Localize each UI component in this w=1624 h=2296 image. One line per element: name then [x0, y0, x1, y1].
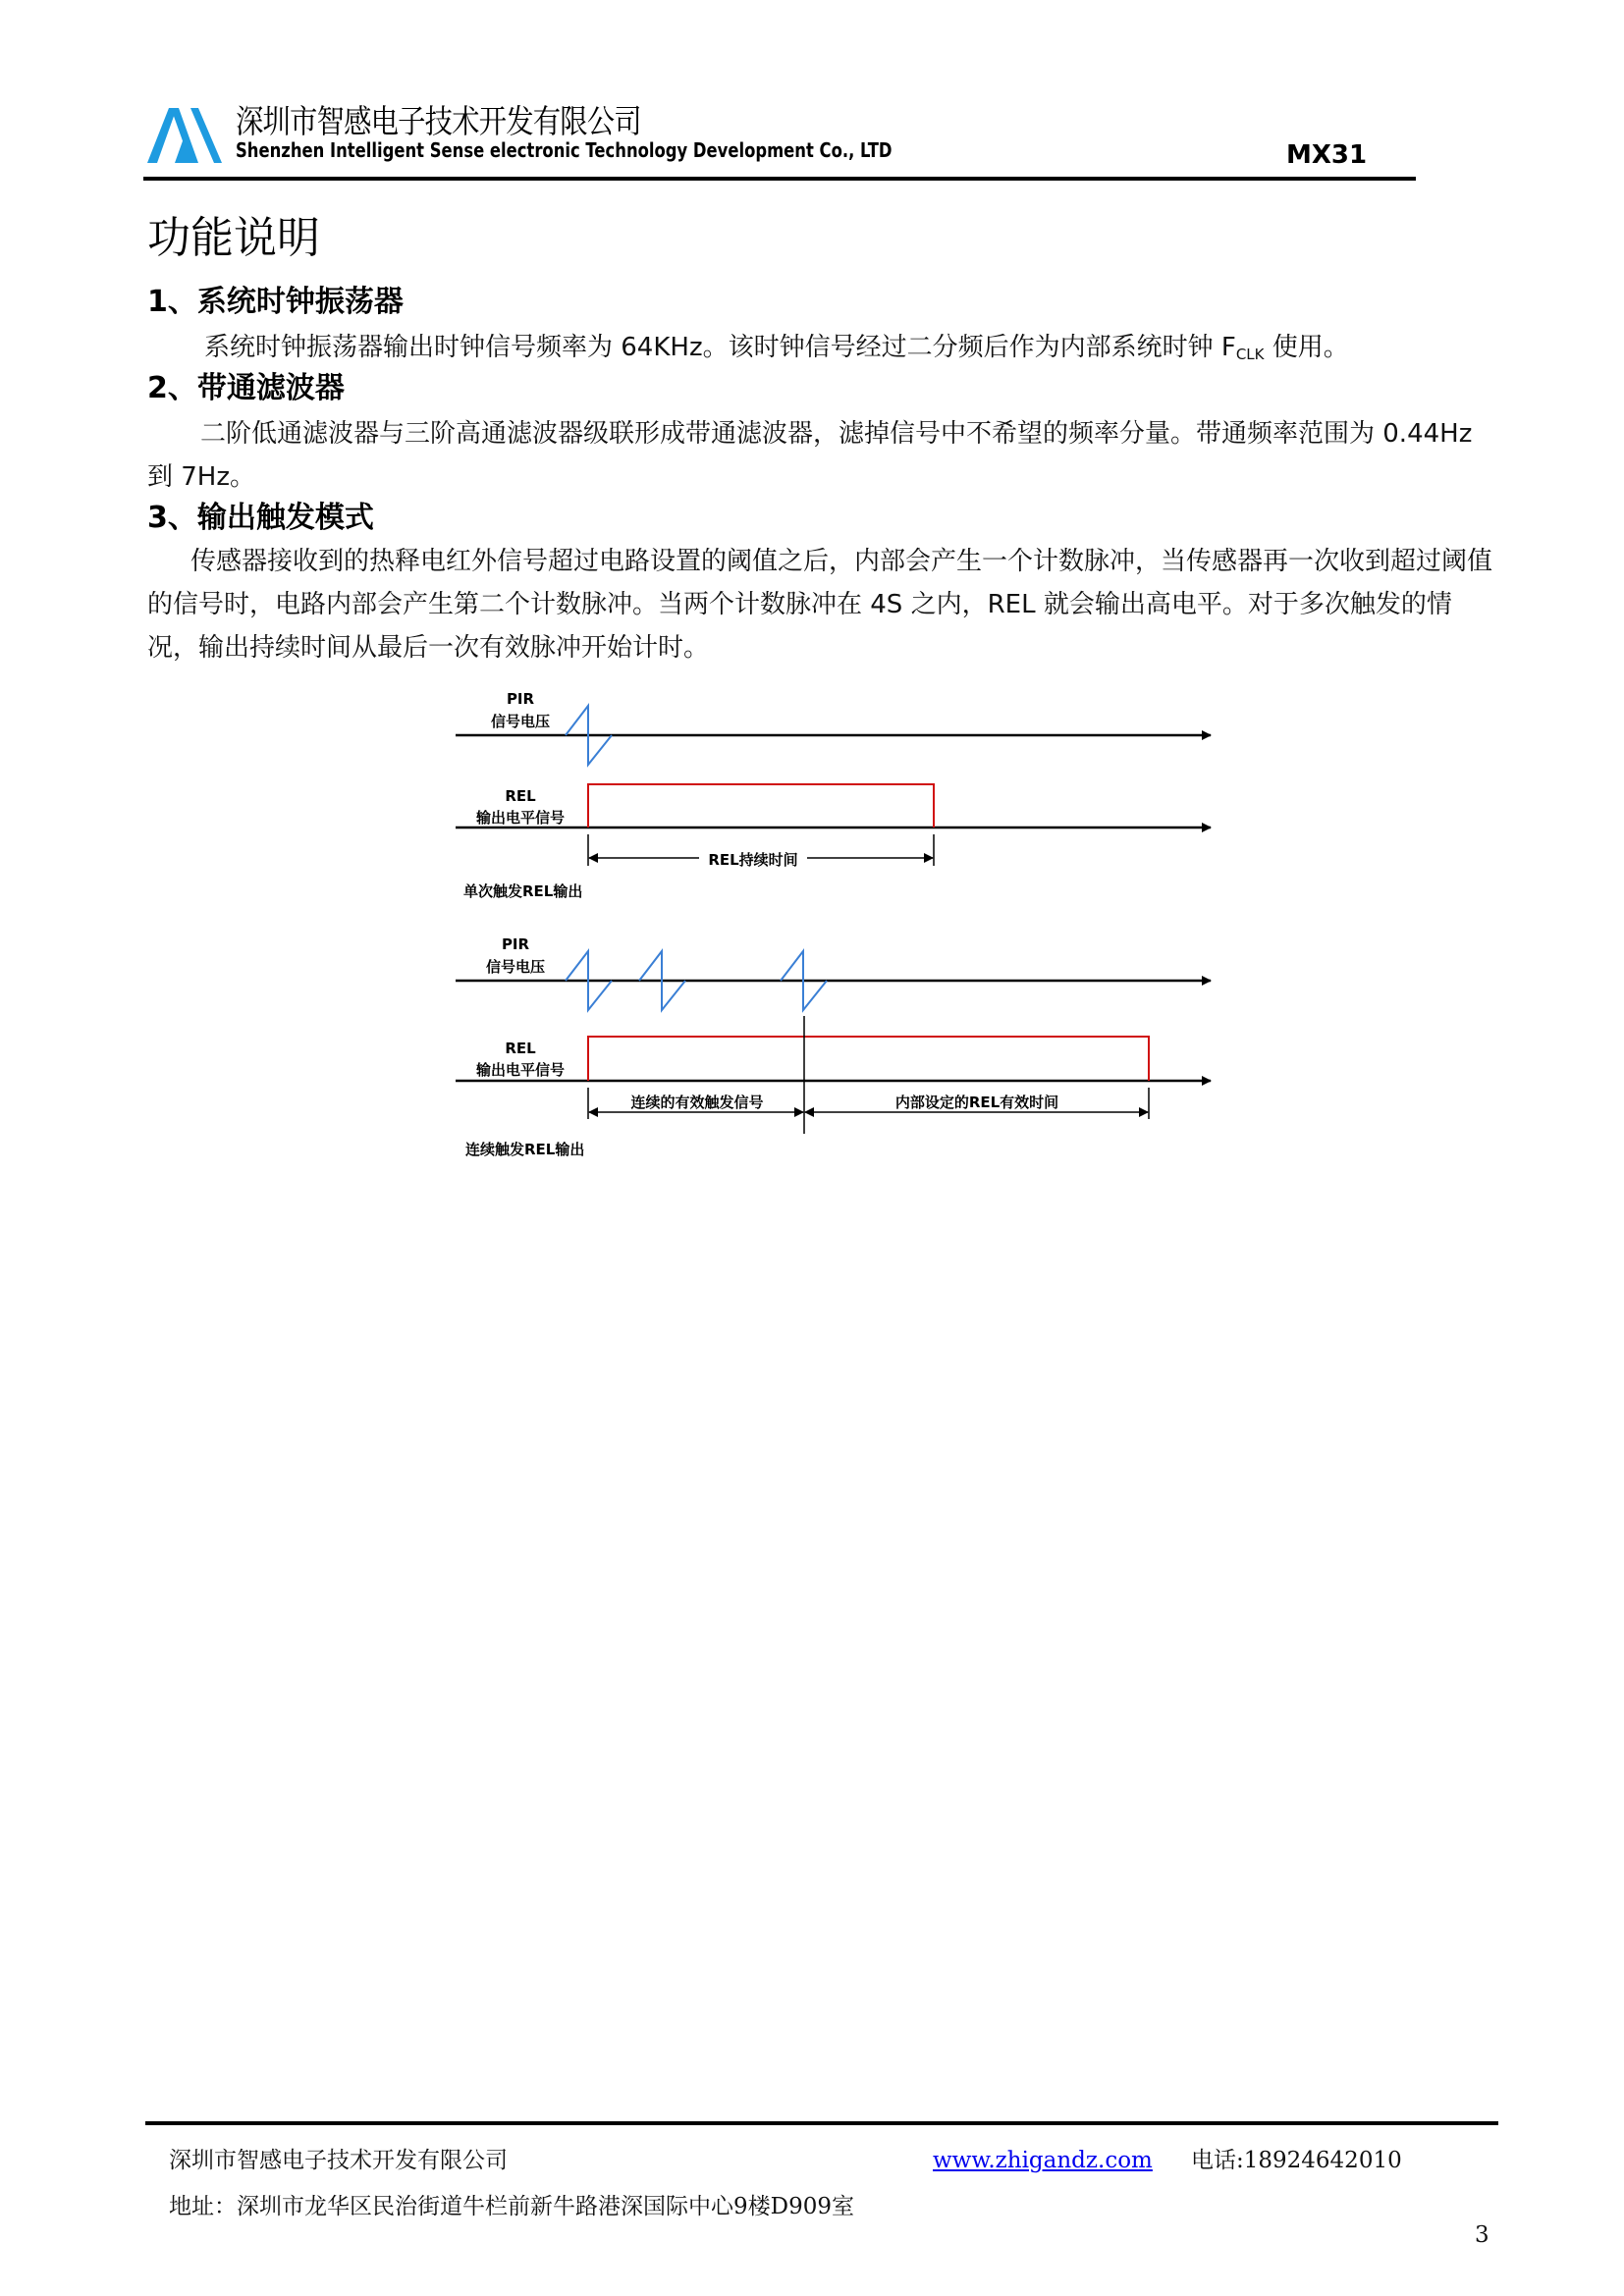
cont-rel-label: REL: [505, 1040, 536, 1057]
header-company-cn: 深圳市智感电子技术开发有限公司: [236, 102, 641, 140]
section-3-text: [147, 540, 1492, 669]
section-2-heading: 2、带通滤波器: [147, 371, 345, 405]
cont-pir-sublabel: 信号电压: [485, 958, 545, 976]
single-caption: 单次触发REL输出: [463, 882, 583, 900]
logo-icon: [147, 108, 222, 163]
section-1-subscript: CLK: [1235, 346, 1265, 363]
footer-phone: 电话:18924642010: [1191, 2148, 1402, 2173]
single-duration-label: REL持续时间: [708, 851, 798, 869]
page-title: 功能说明: [147, 213, 320, 263]
header-company-en: Shenzhen Intelligent Sense electronic Technology Development Co., LTD: [236, 138, 893, 162]
section-3-heading: 3、输出触发模式: [147, 501, 374, 535]
footer-address: 地址：深圳市龙华区民治街道牛栏前新牛路港深国际中心9楼D909室: [169, 2194, 854, 2219]
footer-company: 深圳市智感电子技术开发有限公司: [169, 2148, 508, 2173]
single-pir-label: PIR: [506, 690, 535, 708]
single-pir-wave: [566, 706, 612, 765]
section-2-text: [147, 412, 1492, 499]
section-1-text-tail: 使用。: [1264, 333, 1349, 362]
single-rel-label: REL: [505, 787, 536, 805]
cont-pir-wave-1: [566, 951, 612, 1010]
section-1-text-main: 系统时钟振荡器输出时钟信号频率为 64KHz。该时钟信号经过二分频后作为内部系统时钟 F: [204, 333, 1236, 362]
header-model: MX31: [1286, 140, 1368, 170]
footer-divider: [145, 2121, 1498, 2125]
single-pir-sublabel: 信号电压: [490, 713, 550, 730]
cont-pir-wave-2: [639, 951, 685, 1010]
cont-rel-pulse: [588, 1037, 1149, 1081]
cont-pir-label: PIR: [501, 935, 530, 953]
section-2-text-body: 二阶低通滤波器与三阶高通滤波器级联形成带通滤波器，滤掉信号中不希望的频率分量。带通频率范围为 0.44Hz 到 7Hz。: [147, 419, 1473, 492]
company-logo: [147, 108, 222, 163]
cont-span1-label: 连续的有效触发信号: [630, 1094, 764, 1111]
section-3-text-body: 传感器接收到的热释电红外信号超过电路设置的阈值之后，内部会产生一个计数脉冲，当传感器再一次收到超过阈值的信号时，电路内部会产生第二个计数脉冲。当两个计数脉冲在 4S 之内，REL 就会输出高电平。对于多次触发的情况，输出持续时间从最后一次有效脉冲开始计时。: [147, 547, 1493, 663]
cont-pir-wave-3: [781, 951, 827, 1010]
section-1-text: [147, 326, 1492, 376]
cont-caption: 连续触发REL输出: [465, 1141, 585, 1158]
single-rel-sublabel: 输出电平信号: [475, 809, 565, 827]
footer-website-link[interactable]: www.zhigandz.com: [933, 2148, 1153, 2173]
page-number: 3: [1475, 2222, 1489, 2248]
cont-span2-label: 内部设定的REL有效时间: [894, 1094, 1059, 1111]
section-1-heading: 1、系统时钟振荡器: [147, 285, 404, 319]
cont-rel-sublabel: 输出电平信号: [475, 1061, 565, 1079]
single-rel-pulse: [588, 784, 934, 828]
header-divider: [143, 177, 1416, 181]
